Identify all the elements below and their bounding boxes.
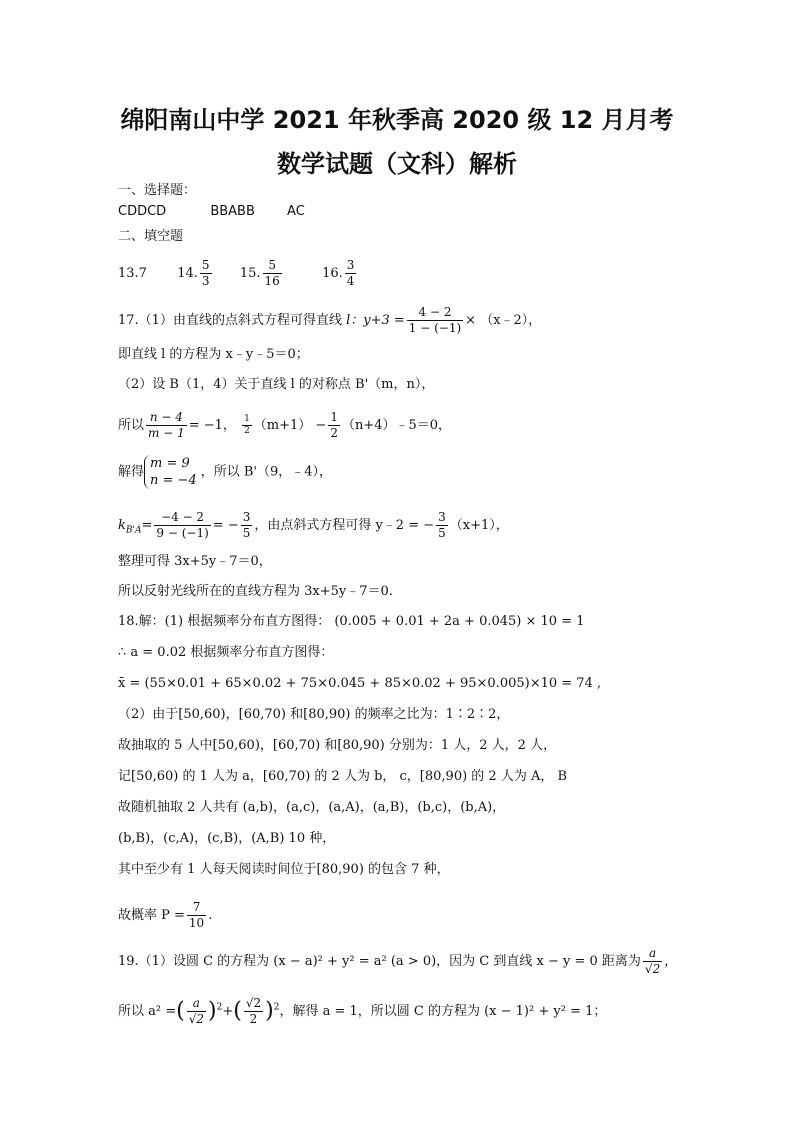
text-run: ， [664, 954, 678, 969]
q18-line-8: (b,B)，(c,A)，(c,B)，(A,B) 10 种， [118, 831, 336, 846]
q18-line-6: 记[50,60) 的 1 人为 a，[60,70) 的 2 人为 b， c，[80,90) 的 2 人为 A， B [118, 769, 568, 784]
answer-15-label: 15. [239, 266, 261, 281]
fraction-denominator: m − 1 [148, 426, 185, 440]
fraction-numerator: a [643, 946, 662, 962]
text-run: 故概率 P = [118, 908, 185, 923]
q17-equation-system [144, 455, 197, 489]
q19-distance-fraction [643, 946, 662, 977]
fraction-numerator: 3 [346, 258, 355, 272]
q18-line-10 [118, 900, 212, 931]
q18-line-1: 18.解：(1) 根据频率分布直方图得： (0.005 + 0.01 + 2a + 0.045) × 10 = 1 [118, 614, 585, 629]
text-run: ：y+3 = [350, 313, 405, 328]
text-run: 所以 a² = [118, 1004, 177, 1019]
text-run: ，所以 B'（9，﹣4）， [200, 464, 333, 480]
text-run: 17.（1）由直线的点斜式方程可得直线 [118, 313, 347, 328]
q17-kba-fraction [154, 510, 210, 541]
q17-line-4 [118, 410, 451, 441]
fraction-denominator: 2 [249, 1012, 258, 1026]
q18-line-7: 故随机抽取 2 人共有 (a,b)，(a,c)，(a,A)，(a,B)，(b,c)，(b,A)， [118, 800, 506, 815]
text-run: ，由点斜式方程可得 y﹣2 = − [254, 518, 435, 533]
q19-line-1 [118, 946, 677, 977]
answer-16-label: 16. [322, 266, 343, 281]
text-run: 19.（1）设圆 C 的方程为 (x − a)² + y² = a² (a > 0)，因为 C 到直线 x − y = 0 距离为 [118, 954, 641, 969]
q17-line-2: 即直线 l 的方程为 x﹣y﹣5＝0； [118, 347, 309, 362]
fraction-denominator: 16 [264, 274, 280, 288]
q18-line-4: （2）由于[50,60)，[60,70) 和[80,90) 的频率之比为：1∶2∶2， [118, 707, 510, 722]
q17-line-7: 整理可得 3x+5y﹣7＝0， [118, 554, 272, 569]
fraction-denominator: 1 − (−1) [408, 321, 462, 335]
text-run: （x+1）， [449, 518, 509, 533]
fraction-denominator: 2 [244, 426, 250, 436]
fraction-numerator: √2 [245, 996, 262, 1010]
fraction-denominator: 2 [330, 426, 338, 440]
q18-line-5: 故抽取的 5 人中[50,60)，[60,70) 和[80,90) 分别为：1 人，2 人，2 人， [118, 738, 557, 753]
text-run: ，解得 a = 1，所以圆 C 的方程为 (x − 1)² + y² = 1； [279, 1004, 607, 1019]
q19-fraction-2 [244, 996, 263, 1027]
system-row: n = −4 [150, 473, 197, 488]
text-run: + [222, 1004, 234, 1019]
fraction-numerator: 4 − 2 [407, 305, 463, 321]
fraction-denominator: 5 [438, 526, 446, 540]
text-run: = −1， [188, 418, 236, 433]
answer-14-label: 14. [177, 266, 198, 281]
text-run: . [208, 908, 213, 923]
fraction-numerator: 3 [242, 510, 251, 524]
q17-line-8: 所以反射光线所在的直线方程为 3x+5y﹣7＝0. [118, 584, 393, 599]
fraction-numerator: 5 [263, 258, 282, 274]
fraction-numerator: a [187, 996, 206, 1012]
text-run: = [141, 518, 153, 533]
fraction-denominator: 4 [346, 274, 355, 288]
choice-answers [118, 203, 305, 221]
answer-16-fraction [345, 258, 357, 289]
fraction-denominator: 9 − (−1) [156, 526, 209, 540]
choice-answers-2: BBABB [210, 204, 255, 219]
answer-13: 13.7 [118, 266, 147, 281]
choice-answers-3: AC [287, 204, 305, 219]
choice-answers-1: CDDCD [118, 204, 167, 219]
q19-fraction-1 [187, 996, 206, 1027]
q17-line-6 [118, 510, 509, 541]
fraction-numerator: 7 [187, 900, 206, 916]
text-run: B'A [125, 525, 142, 536]
q17-ratio-fraction [146, 410, 187, 441]
q18-line-3: x̄ = (55×0.01 + 65×0.02 + 75×0.045 + 85×0.02 + 95×0.005)×10 = 74 , [118, 676, 602, 691]
q18-line-9: 其中至少有 1 人每天阅读时间位于[80,90) 的包含 7 种， [118, 862, 450, 877]
text-run: （n+4）﹣5＝0， [341, 418, 452, 433]
doc-title-line1: 绵阳南山中学 2021 年秋季高 2020 级 12 月月考 [120, 106, 674, 134]
fraction-denominator: 5 [242, 526, 251, 540]
fraction-numerator: −4 − 2 [154, 510, 210, 526]
q17-result-fraction [241, 510, 253, 541]
fraction-denominator: √2 [644, 962, 661, 976]
fraction-numerator: 1 [330, 410, 338, 424]
fraction-denominator: √2 [188, 1012, 204, 1026]
text-run: 解得 [118, 464, 145, 480]
answer-15-fraction [263, 258, 282, 289]
q17-slope-fraction [407, 305, 463, 336]
text-run: = − [212, 518, 239, 533]
fraction-numerator: 1 [244, 414, 250, 424]
q19-line-2: 所以 a² =( $\frac{a}{√2}$ )$^2$+( $\frac{√2}{2}$ )$^2$，解得 a = 1，所以圆 C 的方程为 (x − 1)² + y² = 1； [118, 996, 607, 1026]
q17-line-3: （2）设 B（1，4）关于直线 l 的对称点 B'（m，n）， [118, 377, 435, 392]
q17-half-fraction [242, 414, 252, 437]
q17-line-1 [118, 305, 541, 336]
text-run: 所以 [118, 418, 145, 433]
fraction-numerator: n − 4 [146, 410, 187, 426]
system-row: m = 9 [150, 456, 190, 471]
fraction-numerator: 3 [438, 510, 446, 524]
q17-line-5 [118, 455, 332, 489]
fill-answers [118, 258, 358, 289]
fraction-numerator: 5 [201, 258, 210, 272]
text-run: k [118, 518, 126, 533]
text-run: （m+1） − [253, 418, 327, 433]
q17-slope-fraction-2 [436, 510, 448, 541]
text-run: × （x﹣2）， [465, 313, 542, 328]
q17-half-fraction-2 [328, 410, 340, 441]
q18-probability-fraction [187, 900, 206, 931]
section-choice-label: 一、选择题： [118, 183, 197, 198]
text-run: l [346, 313, 351, 328]
fraction-denominator: 10 [188, 916, 205, 930]
q18-line-2: ∴ a = 0.02 根据频率分布直方图得： [118, 645, 334, 660]
fraction-denominator: 3 [201, 274, 210, 288]
answer-14-fraction [200, 258, 212, 289]
section-fill-label: 二、填空题 [118, 229, 184, 244]
doc-title-line2: 数学试题（文科）解析 [277, 150, 517, 178]
